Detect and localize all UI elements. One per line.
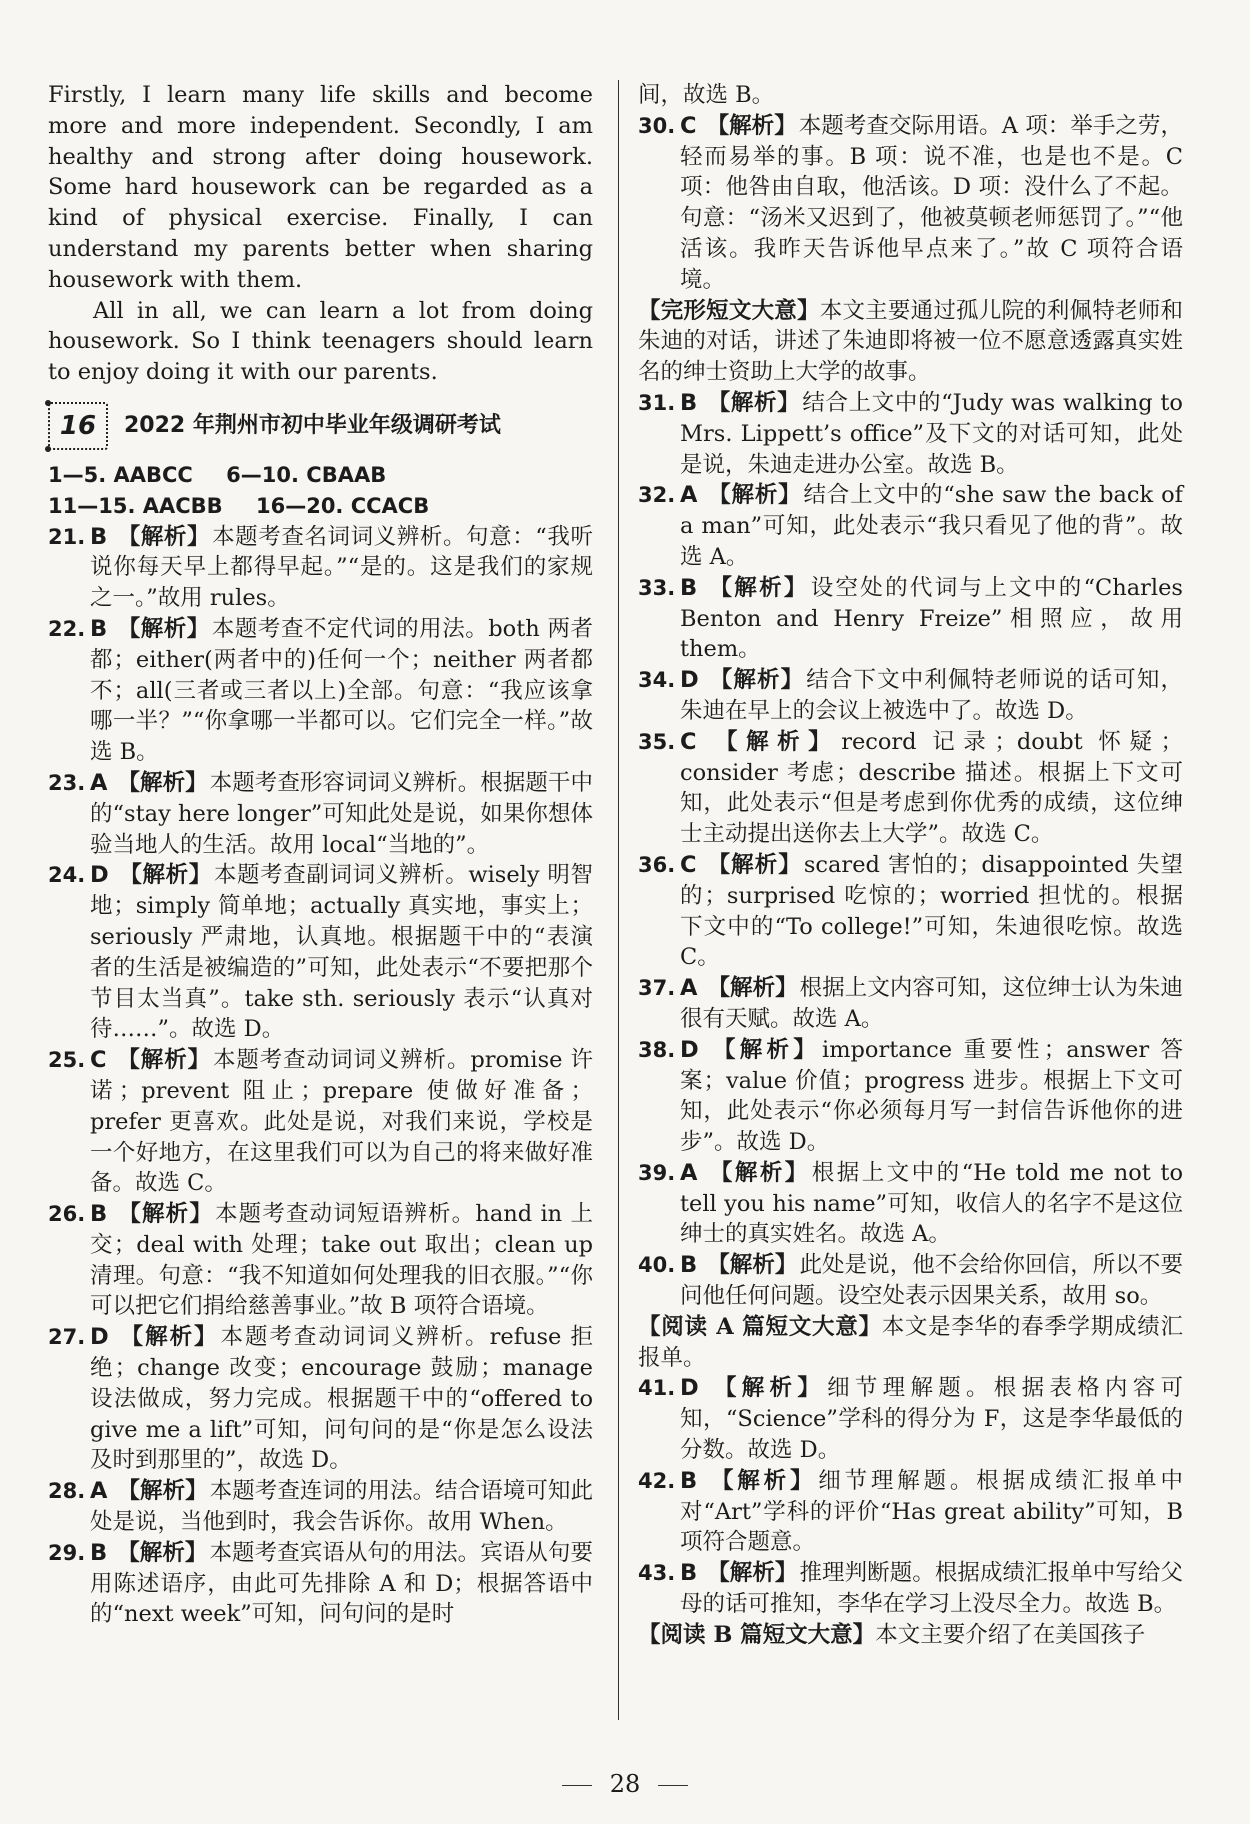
continued-line: 间，故选 B。 [638,82,775,108]
explanation-item [48,1538,593,1630]
reading-a-summary [638,1312,1183,1374]
question-number: 31. [638,390,676,415]
explanation-item [638,1558,1183,1620]
answer-letter: A [680,482,698,509]
explanation-body [680,1558,1183,1620]
question-number: 38. [638,1037,676,1062]
analysis-text: 设空处的代词与上文中的“Charles Benton and Henry Freize”相照应，故用 them。 [680,574,1183,663]
analysis-text: 根据上文中的“He told me not to tell you his name”可知，收信人的名字不是这位绅士的真实姓名。故选 A。 [680,1159,1183,1248]
explanation-item [638,388,1183,480]
analysis-text: 本题考查名词词义辨析。句意：“我听说你每天早上都得早起。”“是的。这是我们的家规之一。”故用 rules。 [90,523,593,612]
footer-dash-right [658,1785,688,1786]
explanation-item [638,973,1183,1035]
explanation-body [680,1373,1183,1465]
answer-letter: D [90,1324,109,1351]
answer-letter: B [680,1467,698,1494]
answer-letter: B [90,523,108,550]
analysis-text: 本题考查宾语从句的用法。宾语从句要用陈述语序，由此可先排除 A 和 D；根据答语中的“next week”可知，问句问的是时 [90,1539,593,1628]
analysis-text: 本题考查动词词义辨析。promise 许诺；prevent 阻止；prepare 使做好准备；prefer 更喜欢。此处是说，对我们来说，学校是一个好地方，在这里我们可以为自己的将来做好准备。故选 C。 [90,1047,593,1197]
explanation-item [48,1322,593,1476]
explanation-body [680,727,1183,850]
answer-key-6-10: 6—10. CBAAB [226,462,387,487]
question-number: 25. [48,1048,86,1073]
answer-letter: C [680,851,697,878]
analysis-tag: 【解析】 [707,1560,798,1587]
answer-letter: A [90,1478,108,1505]
explanation-item [48,614,593,768]
analysis-text: 根据上文内容可知，这位绅士认为朱迪很有天赋。故选 A。 [680,975,1183,1032]
answer-key-1-5: 1—5. AABCC [48,462,193,487]
explanation-body [90,768,593,860]
explanation-body [680,973,1183,1035]
explanation-body [680,480,1183,572]
reading-a-summary-text: 本文是李华的春季学期成绩汇报单。 [638,1313,1183,1371]
analysis-text: record 记录；doubt 怀疑；consider 考虑；describe 描述。根据上下文可知，此处表示“但是考虑到你优秀的成绩，这位绅士主动提出送你去上大学”。故选 C。 [680,728,1183,848]
question-number: 26. [48,1202,86,1227]
question-number: 34. [638,668,676,693]
answer-letter: D [90,862,109,889]
essay-paragraph-2: All in all, we can learn a lot from doing housework. So I think teenagers should learn to enjoy doing it with our parents. [48,297,593,386]
explanation-item [638,111,1183,296]
analysis-tag: 【解析】 [706,728,840,755]
explanation-body [680,111,1183,296]
question-number: 39. [638,1160,676,1185]
answer-letter: C [680,112,697,139]
analysis-tag: 【解析】 [117,1539,208,1566]
essay-paragraph-1: Firstly, I learn many life skills and become more and more independent. Secondly, I am healthy and strong after doing housework. Some hard housework can be regarded as a kind of physical exercise. Finally, I can understand my parents better when sharing housework with them. [48,82,593,293]
explanation-body [90,1045,593,1199]
cloze-summary [638,296,1183,388]
reading-b-summary-tag: 【阅读 B 篇短文大意】 [638,1621,876,1648]
question-number: 27. [48,1325,86,1350]
answer-letter: A [90,769,108,796]
analysis-tag: 【解析】 [707,389,801,416]
left-explanations [48,522,593,1631]
explanation-item [48,1199,593,1322]
analysis-tag: 【解析】 [117,615,210,642]
explanation-body [680,850,1183,973]
analysis-tag: 【解析】 [117,1478,208,1505]
column-divider [618,80,619,1720]
analysis-tag: 【解析】 [707,482,802,509]
analysis-tag: 【解析】 [118,1324,219,1351]
explanation-item [48,768,593,860]
question-number: 30. [638,113,676,138]
cloze-summary-tag: 【完形短文大意】 [638,297,820,324]
analysis-text: 细节理解题。根据表格内容可知，“Science”学科的得分为 F，这是李华最低的分数。故选 D。 [680,1375,1183,1464]
answer-letter: B [90,1201,108,1228]
explanation-body [680,1035,1183,1158]
answer-letter: B [680,574,698,601]
analysis-text: scared 害怕的；disappointed 失望的；surprised 吃惊的；worried 担忧的。根据下文中的“To college!”可知，朱迪很吃惊。故选 C。 [680,851,1183,971]
analysis-text: 本题考查不定代词的用法。both 两者都；either(两者中的)任何一个；neither 两者都不；all(三者或三者以上)全部。句意：“我应该拿哪一半？”“你拿哪一半都可以。它们完全一样。”故选 B。 [90,615,593,766]
question-number: 28. [48,1479,86,1504]
explanation-body [680,665,1183,727]
analysis-text: 本题考查交际用语。A 项：举手之劳，轻而易举的事。B 项：说不准，也是也不是。C 项：他咎由自取，他活该。D 项：没什么了不起。句意：“汤米又迟到了，他被莫顿老师惩罚了。”“他活该。我昨天告诉他早点来了。”故 C 项符合语境。 [680,112,1183,293]
question-number: 32. [638,483,676,508]
analysis-text: 本题考查动词词义辨析。refuse 拒绝；change 改变；encourage 鼓励；manage 设法做成，努力完成。根据题干中的“offered to give me a lift”可知，问句问的是“你是怎么设法及时到那里的”，故选 D。 [90,1324,593,1474]
analysis-tag: 【解析】 [707,975,798,1002]
explanation-body [90,1538,593,1630]
analysis-tag: 【解析】 [707,1159,810,1186]
left-column [48,80,593,1630]
question-number: 29. [48,1540,86,1565]
answer-letter: B [680,1560,698,1587]
analysis-tag: 【解析】 [707,574,809,601]
explanation-body [90,1322,593,1476]
explanation-item [638,1373,1183,1465]
explanation-item [638,1466,1183,1558]
explanation-item [638,850,1183,973]
explanation-item [48,522,593,614]
question-number: 36. [638,852,676,877]
question-number: 33. [638,575,676,600]
section-number-badge: 16 [48,402,108,450]
explanation-item [638,1158,1183,1250]
analysis-tag: 【解析】 [708,1375,826,1402]
explanation-item [48,860,593,1045]
analysis-tag: 【解析】 [118,862,212,889]
explanation-body [680,1250,1183,1312]
analysis-tag: 【解析】 [117,769,208,796]
reading-b-summary [638,1620,1183,1651]
analysis-tag: 【解析】 [706,112,797,139]
explanation-item [638,480,1183,572]
analysis-tag: 【解析】 [708,1036,820,1063]
analysis-text: 本题考查动词短语辨析。hand in 上交；deal with 处理；take out 取出；clean up 清理。句意：“我不知道如何处理我的旧衣服。”“你可以把它们捐给慈善事业。”故 B 项符合语境。 [90,1201,593,1320]
section-header [48,402,593,450]
analysis-text: 此处是说，他不会给你回信，所以不要问他任何问题。设空处表示因果关系，故用 so。 [680,1252,1183,1310]
explanation-item [638,665,1183,727]
analysis-text: 细节理解题。根据成绩汇报单中对“Art”学科的评价“Has great ability”可知，B 项符合题意。 [680,1467,1183,1556]
question-number: 35. [638,729,676,754]
explanation-item [48,1476,593,1538]
question-number: 21. [48,524,86,549]
question-number: 41. [638,1376,676,1401]
analysis-tag: 【解析】 [706,851,802,878]
answer-key-11-15: 11—15. AACBB [48,493,223,518]
question-number: 42. [638,1468,676,1493]
explanation-body [680,1158,1183,1250]
answer-letter: D [680,667,699,694]
right-explanations [638,388,1183,1312]
analysis-tag: 【解析】 [707,1252,798,1279]
analysis-tag: 【解析】 [708,667,805,694]
question-number: 43. [638,1561,676,1586]
explanation-item [48,1045,593,1199]
answer-key-row-2 [48,491,593,522]
analysis-text: 本题考查副词词义辨析。wisely 明智地；simply 简单地；actually 真实地，事实上；seriously 严肃地，认真地。根据题干中的“表演者的生活是被编造的”可知，此处表示“不要把那个节目太当真”。take sth. seriously 表示“认真对待……”。故选 D。 [90,862,593,1043]
answer-letter: D [680,1036,699,1063]
answer-letter: B [90,615,108,642]
question-number: 37. [638,976,676,1001]
page-footer [0,1770,1250,1798]
answer-letter: B [680,1252,698,1279]
explanation-body [680,388,1183,480]
section-title: 2022 年荆州市初中毕业年级调研考试 [124,412,501,438]
answer-letter: C [680,728,697,755]
cloze-summary-text: 本文主要通过孤儿院的利佩特老师和朱迪的对话，讲述了朱迪即将被一位不愿意透露真实姓名的绅士资助上大学的故事。 [638,297,1183,386]
answer-letter: A [680,1159,698,1186]
reading-a-explanations [638,1373,1183,1619]
question-number: 40. [638,1253,676,1278]
reading-a-summary-tag: 【阅读 A 篇短文大意】 [638,1313,882,1340]
question-number: 23. [48,770,86,795]
question-number: 24. [48,863,86,888]
explanation-body [90,860,593,1045]
page-number: 28 [609,1770,641,1798]
answer-letter: B [90,1539,108,1566]
right-column [638,80,1183,1651]
analysis-text: 结合上文中的“Judy was walking to Mrs. Lippett’s office”及下文的对话可知，此处是说，朱迪走进办公室。故选 B。 [680,389,1183,478]
explanation-item [638,1035,1183,1158]
footer-dash-left [562,1785,592,1786]
analysis-text: 本题考查连词的用法。结合语境可知此处是说，当他到时，我会告诉你。故用 When。 [90,1478,593,1536]
explanation-body [680,573,1183,665]
answer-key-row-1 [48,460,593,491]
answer-letter: D [680,1375,699,1402]
explanation-item [638,573,1183,665]
reading-b-summary-text: 本文主要介绍了在美国孩子 [875,1621,1146,1648]
explanation-body [680,1466,1183,1558]
explanation-body [90,614,593,768]
explanation-body [90,522,593,614]
explanation-30 [638,111,1183,296]
explanation-item [638,1250,1183,1312]
analysis-tag: 【解析】 [116,1047,211,1074]
analysis-tag: 【解析】 [117,1201,213,1228]
question-number: 22. [48,616,86,641]
analysis-text: 结合下文中利佩特老师说的话可知，朱迪在早上的会议上被选中了。故选 D。 [680,667,1183,724]
analysis-text: 推理判断题。根据成绩汇报单中写给父母的话可推知，李华在学习上没尽全力。故选 B。 [680,1560,1183,1618]
answer-letter: C [90,1047,107,1074]
analysis-text: 本题考查形容词词义辨析。根据题干中的“stay here longer”可知此处是说，如果你想体验当地人的生活。故用 local“当地的”。 [90,769,593,858]
analysis-tag: 【解析】 [117,523,211,550]
analysis-text: importance 重要性；answer 答案；value 价值；progress 进步。根据上下文可知，此处表示“你必须每月写一封信告诉他你的进步”。故选 D。 [680,1036,1183,1156]
answer-letter: A [680,975,698,1002]
analysis-tag: 【解析】 [707,1467,817,1494]
explanation-body [90,1476,593,1538]
explanation-item [638,727,1183,850]
answer-key-16-20: 16—20. CCACB [255,493,430,518]
analysis-text: 结合上文中的“she saw the back of a man”可知，此处表示“我只看见了他的背”。故选 A。 [680,482,1183,570]
explanation-body [90,1199,593,1322]
answer-letter: B [680,389,698,416]
